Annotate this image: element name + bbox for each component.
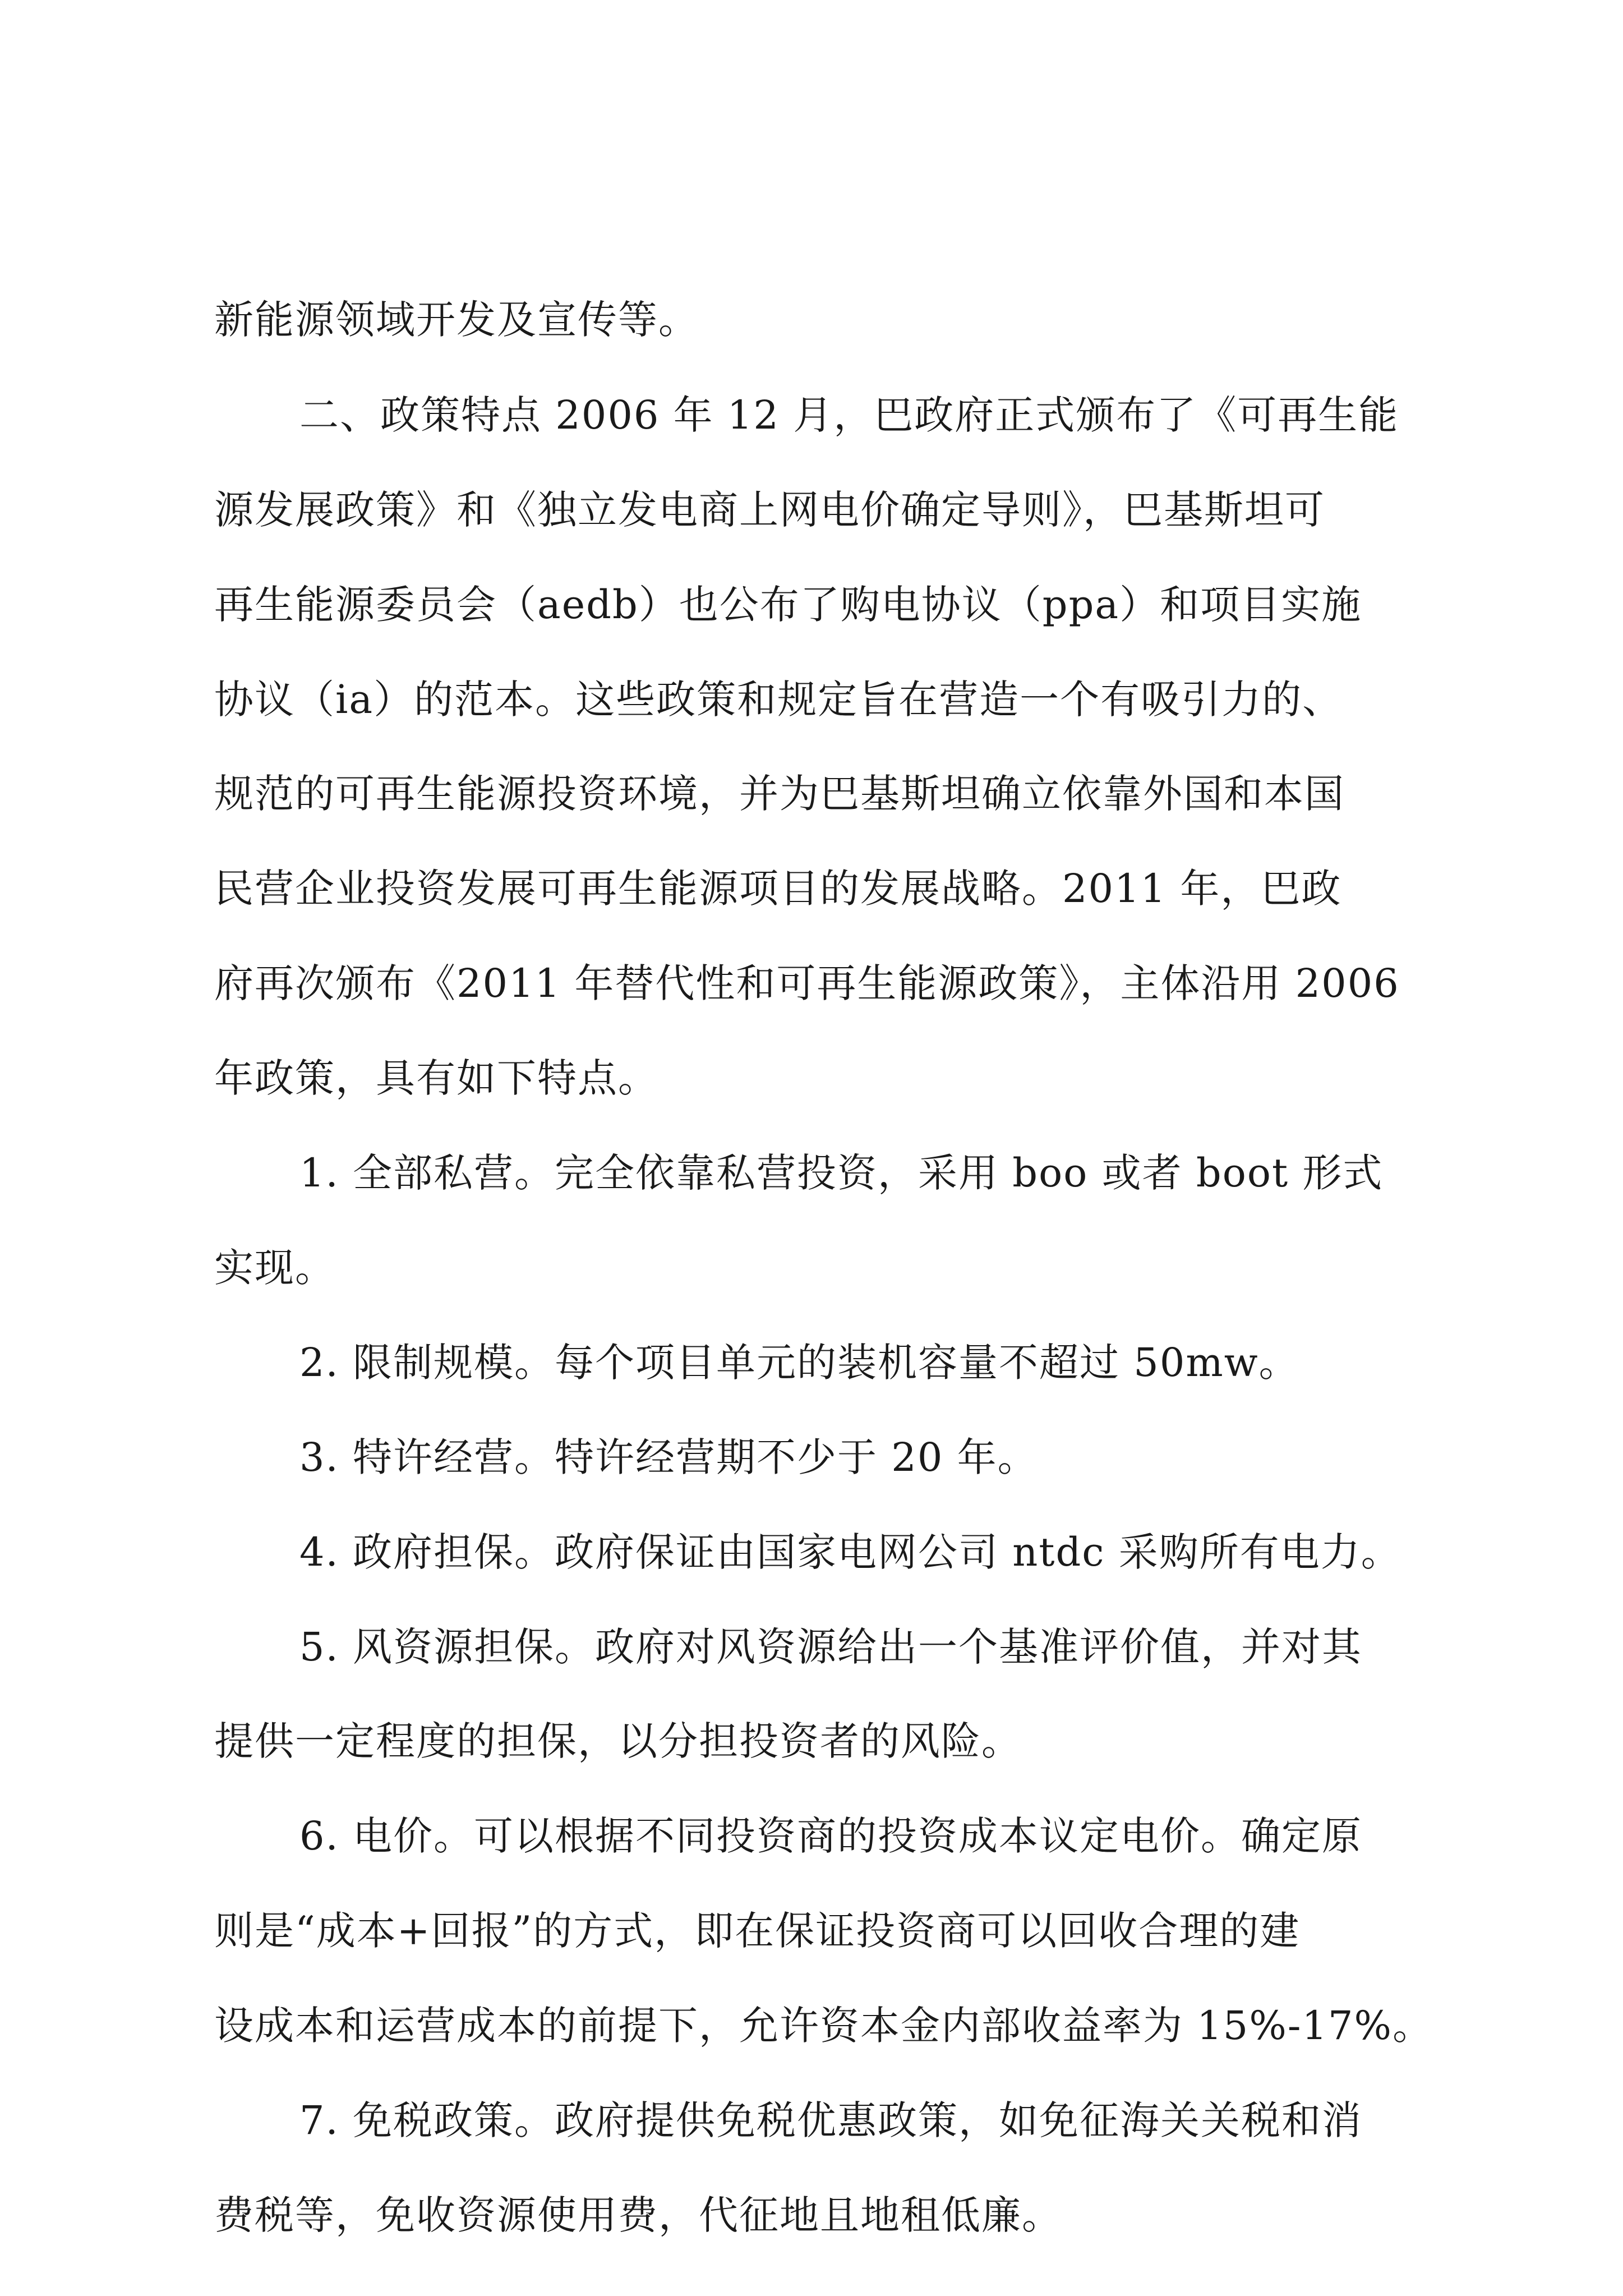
paragraph-line: 规范的可再生能源投资环境，并为巴基斯坦确立依靠外国和本国 bbox=[214, 771, 1345, 817]
list-item-line: 2. 限制规模。每个项目单元的装机容量不超过 50mw。 bbox=[299, 1340, 1299, 1386]
list-item-line: 则是“成本+回报”的方式，即在保证投资商可以回收合理的建 bbox=[214, 1908, 1301, 1954]
list-item-line: 设成本和运营成本的前提下，允许资本金内部收益率为 15%-17%。 bbox=[214, 2003, 1433, 2049]
paragraph-line: 再生能源委员会（aedb）也公布了购电协议（ppa）和项目实施 bbox=[214, 582, 1362, 628]
list-item-line: 1. 全部私营。完全依靠私营投资，采用 boo 或者 boot 形式 bbox=[299, 1150, 1384, 1196]
paragraph-line: 年政策，具有如下特点。 bbox=[214, 1055, 658, 1101]
list-item-line: 实现。 bbox=[214, 1245, 335, 1291]
list-item-line: 3. 特许经营。特许经营期不少于 20 年。 bbox=[299, 1434, 1038, 1480]
paragraph-line: 二、政策特点 2006 年 12 月，巴政府正式颁布了《可再生能 bbox=[299, 392, 1399, 438]
paragraph-line: 源发展政策》和《独立发电商上网电价确定导则》，巴基斯坦可 bbox=[214, 487, 1325, 533]
paragraph-line: 新能源领域开发及宣传等。 bbox=[214, 297, 699, 343]
list-item-line: 4. 政府担保。政府保证由国家电网公司 ntdc 采购所有电力。 bbox=[299, 1529, 1401, 1575]
list-item-line: 7. 免税政策。政府提供免税优惠政策，如免征海关关税和消 bbox=[299, 2097, 1363, 2143]
list-item-line: 6. 电价。可以根据不同投资商的投资成本议定电价。确定原 bbox=[299, 1813, 1363, 1859]
list-item-line: 费税等，免收资源使用费，代征地且地租低廉。 bbox=[214, 2192, 1062, 2238]
paragraph-line: 府再次颁布《2011 年替代性和可再生能源政策》，主体沿用 2006 bbox=[214, 960, 1400, 1006]
list-item-line: 5. 风资源担保。政府对风资源给出一个基准评价值，并对其 bbox=[299, 1624, 1363, 1670]
paragraph-line: 民营企业投资发展可再生能源项目的发展战略。2011 年，巴政 bbox=[214, 866, 1342, 912]
paragraph-line: 协议（ia）的范本。这些政策和规定旨在营造一个有吸引力的、 bbox=[214, 677, 1343, 723]
list-item-line: 提供一定程度的担保，以分担投资者的风险。 bbox=[214, 1718, 1022, 1764]
